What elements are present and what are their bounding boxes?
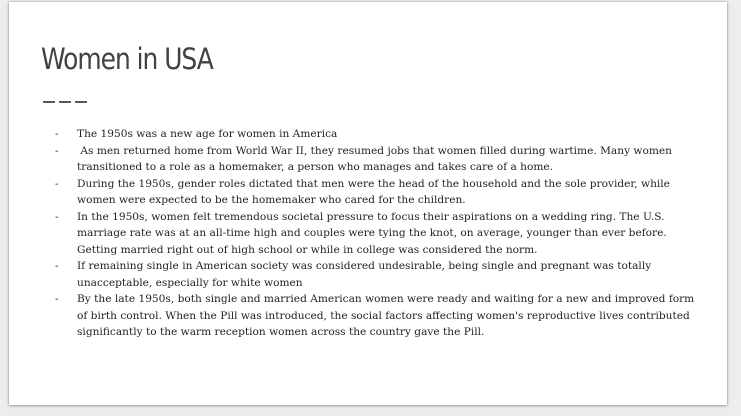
bullet-text: By the late 1950s, both single and married American women were ready and waiting for a new and improved form of birth control. When the Pill was introduced, the social factors affecting women's reproductive lives contributed significantly to the warm reception women across the country gave the Pill. bbox=[77, 293, 695, 338]
bullet-text: In the 1950s, women felt tremendous societal pressure to focus their aspirations on a wedding ring. The U.S. marriage rate was at an all-time high and couples were tying the knot, on average, younger than ever before. Getting married right out of high school or while in college was considered the norm. bbox=[77, 210, 667, 256]
list-item bbox=[55, 176, 701, 209]
bullet-dash: - bbox=[55, 144, 59, 157]
bullet-dash: - bbox=[55, 210, 59, 223]
slide-title: Women in USA bbox=[41, 42, 213, 76]
list-item bbox=[55, 126, 701, 143]
list-item bbox=[55, 291, 701, 341]
bullet-dash: - bbox=[55, 128, 59, 140]
bullet-dash: - bbox=[55, 177, 59, 190]
title-divider bbox=[43, 101, 89, 103]
bullet-text: During the 1950s, gender roles dictated that men were the head of the household and the sole provider, while women were expected to be the homemaker who cared for the children. bbox=[77, 177, 670, 206]
bullet-text: If remaining single in American society was considered undesirable, being single and pregnant was totally unacceptable, especially for white women bbox=[77, 260, 652, 289]
bullet-list bbox=[55, 126, 701, 341]
bullet-text: As men returned home from World War II, they resumed jobs that women filled during wartime. Many women transitioned to a role as a homemaker, a person who manages and takes care of a home. bbox=[77, 144, 676, 173]
bullet-dash: - bbox=[55, 293, 59, 305]
bullet-text: The 1950s was a new age for women in America bbox=[77, 128, 338, 140]
slide[interactable] bbox=[9, 2, 727, 405]
list-item bbox=[55, 143, 701, 176]
list-item bbox=[55, 258, 701, 291]
bullet-dash: - bbox=[55, 260, 59, 272]
list-item bbox=[55, 209, 701, 259]
